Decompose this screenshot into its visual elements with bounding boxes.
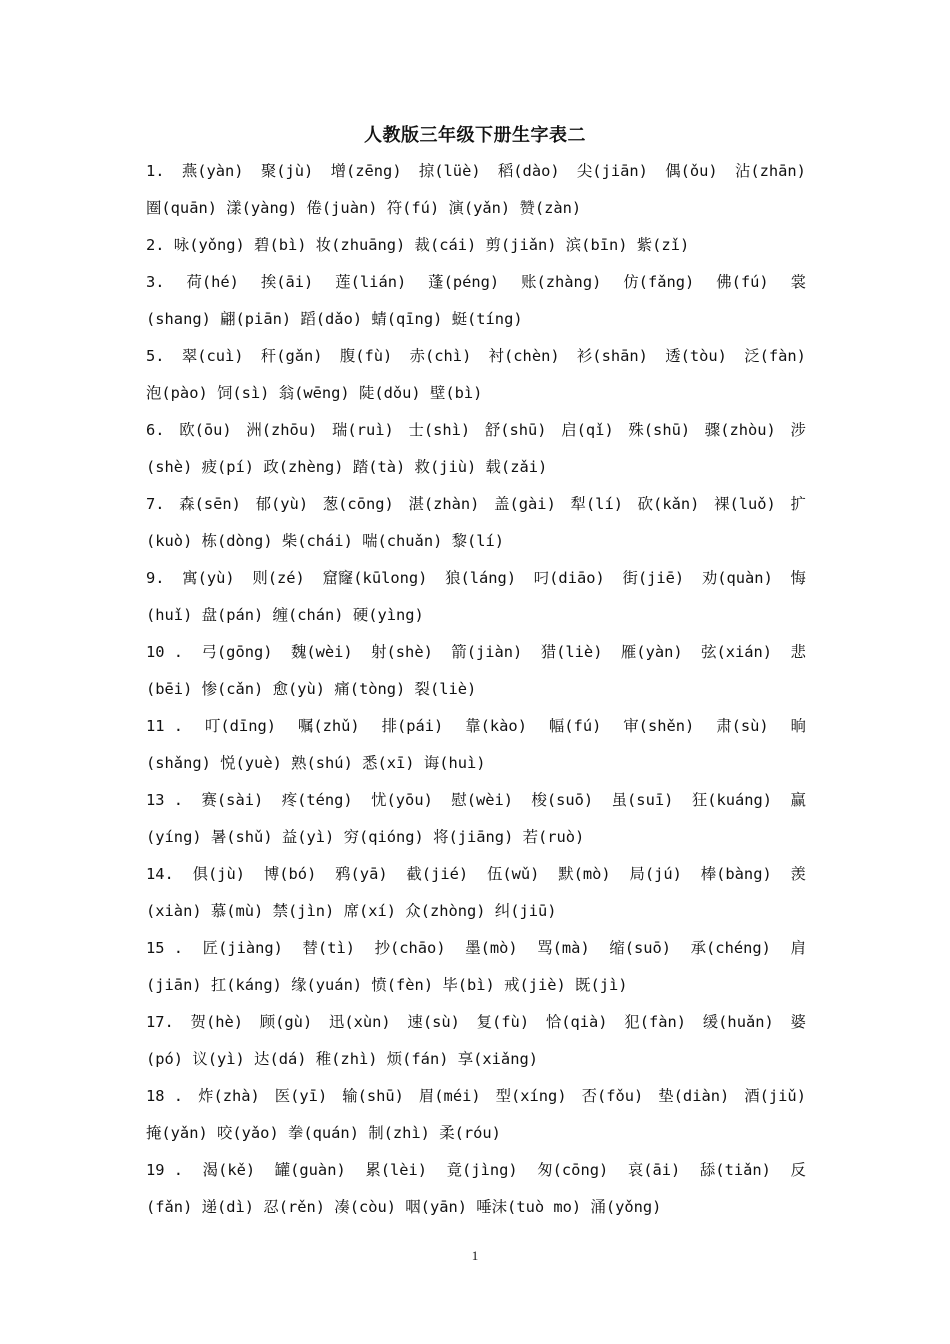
vocab-word: 垫(diàn) xyxy=(658,1087,730,1105)
vocab-word: 狼(láng) xyxy=(445,569,517,587)
vocab-word: 否(fǒu) xyxy=(581,1087,644,1105)
vocab-word: 排(pái) xyxy=(381,717,444,735)
vocab-word: 舒(shū) xyxy=(484,421,547,439)
lesson-entry xyxy=(146,486,806,560)
vocab-word: 则(zé) xyxy=(252,569,305,587)
vocab-word: 嘱(zhǔ) xyxy=(297,717,360,735)
vocab-word: 赛(sài) xyxy=(201,791,264,809)
vocab-word: 燕(yàn) xyxy=(181,162,244,180)
lesson-line-continued: (yíng) 暑(shǔ) 益(yì) 穷(qióng) 将(jiāng) 若(ruò) xyxy=(146,828,585,846)
lesson-line-continued: (shǎng) 悦(yuè) 熟(shú) 悉(xī) 诲(huì) xyxy=(146,754,486,772)
vocab-word: 葱(cōng) xyxy=(322,495,394,513)
vocab-word: 赤(chì) xyxy=(409,347,472,365)
lesson-number: 7. xyxy=(146,495,165,513)
vocabulary-list xyxy=(146,153,806,1226)
lesson-line-continued: (fǎn) 递(dì) 忍(rěn) 凑(còu) 咽(yān) 唾沫(tuò mo) 涌(yǒng) xyxy=(146,1198,662,1216)
lesson-line xyxy=(146,412,806,449)
vocab-word: 默(mò) xyxy=(558,865,611,883)
vocab-word: 扩 xyxy=(790,495,806,513)
vocab-word: 涉 xyxy=(790,421,806,439)
vocab-word: 抄(chāo) xyxy=(374,939,446,957)
vocab-word: 瑞(ruì) xyxy=(332,421,394,439)
vocab-word: 启(qǐ) xyxy=(561,421,614,439)
lesson-line xyxy=(146,1078,806,1115)
lesson-line-continued: (pó) 议(yì) 达(dá) 稚(zhì) 烦(fán) 享(xiǎng) xyxy=(146,1050,538,1068)
lesson-entry xyxy=(146,560,806,634)
vocab-word: 翠(cuì) xyxy=(181,347,244,365)
lesson-line: 2. 咏(yǒng) 碧(bì) 妆(zhuāng) 裁(cái) 剪(jiǎn) 滨(bīn) 紫(zǐ) xyxy=(146,236,690,254)
lesson-line-continued: (xiàn) 慕(mù) 禁(jìn) 席(xí) 众(zhòng) 纠(jiū) xyxy=(146,902,557,920)
vocab-word: 梭(suō) xyxy=(531,791,594,809)
vocab-word: 衬(chèn) xyxy=(488,347,560,365)
lesson-line xyxy=(146,486,806,523)
vocab-word: 型(xíng) xyxy=(495,1087,567,1105)
vocab-word: 盖(gài) xyxy=(494,495,556,513)
vocab-word: 窟窿(kūlong) xyxy=(322,569,428,587)
vocab-word: 恰(qià) xyxy=(545,1013,608,1031)
lesson-line-continued: (shang) 翩(piān) 蹈(dǎo) 蜻(qīng) 蜓(tíng) xyxy=(146,310,523,328)
lesson-number: 17. xyxy=(146,1013,174,1031)
vocab-word: 射(shè) xyxy=(371,643,433,661)
vocab-word: 棒(bàng) xyxy=(700,865,772,883)
lesson-number: 6. xyxy=(146,421,165,439)
lesson-line xyxy=(146,1152,806,1189)
vocab-word: 审(shěn) xyxy=(623,717,695,735)
vocab-word: 郁(yù) xyxy=(255,495,309,513)
vocab-word: 眉(méi) xyxy=(418,1087,481,1105)
lesson-line-continued: 泡(pào) 饲(sì) 翁(wēng) 陡(dǒu) 壁(bì) xyxy=(146,384,483,402)
vocab-word: 局(jú) xyxy=(629,865,682,883)
lesson-entry xyxy=(146,708,806,782)
lesson-number: 15 . xyxy=(146,939,184,957)
vocab-word: 缓(huǎn) xyxy=(702,1013,774,1031)
lesson-number: 5. xyxy=(146,347,165,365)
vocab-word: 洲(zhōu) xyxy=(246,421,318,439)
vocab-word: 慰(wèi) xyxy=(451,791,514,809)
vocab-word: 婆 xyxy=(790,1013,806,1031)
lesson-number: 9. xyxy=(146,569,165,587)
vocab-word: 沾(zhān) xyxy=(734,162,806,180)
vocab-word: 匆(cōng) xyxy=(537,1161,609,1179)
vocab-word: 森(sēn) xyxy=(179,495,241,513)
lesson-line xyxy=(146,338,806,375)
vocab-word: 蓬(péng) xyxy=(428,273,500,291)
vocab-word: 稻(dào) xyxy=(497,162,560,180)
lesson-line xyxy=(146,264,806,301)
vocab-word: 街(jiē) xyxy=(622,569,685,587)
vocab-word: 叮(dīng) xyxy=(205,717,276,735)
vocab-word: 赢 xyxy=(790,791,806,809)
lesson-line-continued: (jiān) 扛(káng) 缘(yuán) 愤(fèn) 毕(bì) 戒(jiè) 既(jì) xyxy=(146,976,628,994)
vocab-word: 衫(shān) xyxy=(576,347,648,365)
lesson-line-continued: (kuò) 栋(dòng) 柴(chái) 喘(chuǎn) 黎(lí) xyxy=(146,532,505,550)
lesson-entry xyxy=(146,930,806,1004)
lesson-entry xyxy=(146,1152,806,1226)
lesson-number: 18 . xyxy=(146,1087,184,1105)
lesson-line-continued: 掩(yǎn) 咬(yǎo) 拳(quán) 制(zhì) 柔(róu) xyxy=(146,1124,501,1142)
vocab-word: 腹(fù) xyxy=(339,347,393,365)
lesson-entry xyxy=(146,227,806,264)
lesson-number: 13 . xyxy=(146,791,184,809)
vocab-word: 酒(jiǔ) xyxy=(744,1087,806,1105)
vocab-word: 悔 xyxy=(790,569,806,587)
vocab-word: 聚(jù) xyxy=(260,162,314,180)
vocab-word: 肃(sù) xyxy=(716,717,769,735)
vocab-word: 泛(fàn) xyxy=(744,347,806,365)
vocab-word: 替(tì) xyxy=(302,939,355,957)
lesson-number: 11 . xyxy=(146,717,184,735)
lesson-entry xyxy=(146,338,806,412)
vocab-word: 士(shì) xyxy=(408,421,471,439)
lesson-line xyxy=(146,1004,806,1041)
lesson-entry xyxy=(146,634,806,708)
vocab-word: 罐(guàn) xyxy=(274,1161,346,1179)
page-number: 1 xyxy=(471,1248,479,1263)
vocab-word: 箭(jiàn) xyxy=(451,643,523,661)
lesson-entry xyxy=(146,856,806,930)
vocab-word: 截(jié) xyxy=(406,865,469,883)
vocab-word: 莲(lián) xyxy=(335,273,407,291)
vocab-word: 偶(ǒu) xyxy=(665,162,718,180)
vocab-word: 猎(liè) xyxy=(540,643,603,661)
lesson-number: 1. xyxy=(146,162,165,180)
vocab-word: 贺(hè) xyxy=(190,1013,244,1031)
lesson-entry xyxy=(146,153,806,227)
vocab-word: 湛(zhàn) xyxy=(408,495,480,513)
lesson-number: 10 . xyxy=(146,643,184,661)
vocab-word: 鸦(yā) xyxy=(335,865,388,883)
vocab-word: 欧(ōu) xyxy=(179,421,232,439)
vocab-word: 狂(kuáng) xyxy=(691,791,773,809)
vocab-word: 殊(shū) xyxy=(628,421,691,439)
lesson-line xyxy=(146,153,806,190)
lesson-line xyxy=(146,930,806,967)
vocab-word: 承(chéng) xyxy=(690,939,771,957)
vocab-word: 俱(jù) xyxy=(192,865,246,883)
vocab-word: 炸(zhà) xyxy=(198,1087,260,1105)
vocab-word: 雁(yàn) xyxy=(620,643,683,661)
vocab-word: 叼(diāo) xyxy=(533,569,605,587)
vocab-word: 骤(zhòu) xyxy=(704,421,776,439)
vocab-word: 挨(āi) xyxy=(260,273,314,291)
lesson-line-continued: (bēi) 惨(cǎn) 愈(yù) 痛(tòng) 裂(liè) xyxy=(146,680,477,698)
vocab-word: 输(shū) xyxy=(342,1087,404,1105)
vocab-word: 速(sù) xyxy=(407,1013,460,1031)
lesson-entry xyxy=(146,1004,806,1078)
vocab-word: 墨(mò) xyxy=(465,939,518,957)
lesson-entry xyxy=(146,412,806,486)
vocab-word: 弓(gōng) xyxy=(201,643,273,661)
vocab-word: 魏(wèi) xyxy=(290,643,353,661)
lesson-number: 19 . xyxy=(146,1161,184,1179)
vocab-word: 弦(xián) xyxy=(701,643,773,661)
vocab-word: 幅(fú) xyxy=(548,717,602,735)
vocab-word: 羡 xyxy=(790,865,806,883)
lesson-entry xyxy=(146,1078,806,1152)
lesson-line xyxy=(146,708,806,745)
vocab-word: 医(yī) xyxy=(274,1087,328,1105)
lesson-number: 14. xyxy=(146,865,174,883)
vocab-word: 裳 xyxy=(790,273,806,291)
vocab-word: 秆(gǎn) xyxy=(260,347,323,365)
vocab-word: 犯(fàn) xyxy=(624,1013,687,1031)
vocab-word: 靠(kào) xyxy=(465,717,527,735)
lesson-line xyxy=(146,856,806,893)
vocab-word: 疼(téng) xyxy=(281,791,353,809)
lesson-line-continued: (shè) 疲(pí) 政(zhèng) 踏(tà) 救(jiù) 载(zǎi) xyxy=(146,458,548,476)
vocab-word: 骂(mà) xyxy=(537,939,590,957)
vocab-word: 缩(suō) xyxy=(609,939,672,957)
vocab-word: 复(fù) xyxy=(476,1013,530,1031)
vocab-word: 忧(yōu) xyxy=(371,791,433,809)
vocab-word: 反 xyxy=(790,1161,806,1179)
vocab-word: 寓(yù) xyxy=(182,569,235,587)
vocab-word: 佛(fú) xyxy=(716,273,769,291)
lesson-line xyxy=(146,634,806,671)
lesson-number: 3. xyxy=(146,273,165,291)
lesson-line xyxy=(146,782,806,819)
vocab-word: 裸(luǒ) xyxy=(714,495,776,513)
vocab-word: 荷(hé) xyxy=(186,273,239,291)
vocab-word: 舔(tiǎn) xyxy=(699,1161,771,1179)
vocab-word: 尖(jiān) xyxy=(576,162,648,180)
vocab-word: 增(zēng) xyxy=(330,162,402,180)
lesson-entry xyxy=(146,264,806,338)
vocab-word: 透(tòu) xyxy=(665,347,727,365)
vocab-word: 砍(kǎn) xyxy=(637,495,700,513)
lesson-line-continued: (huǐ) 盘(pán) 缠(chán) 硬(yìng) xyxy=(146,606,424,624)
lesson-line xyxy=(146,560,806,597)
vocab-word: 肩 xyxy=(790,939,806,957)
lesson-line-continued: 圈(quān) 漾(yàng) 倦(juàn) 符(fú) 演(yǎn) 赞(zàn) xyxy=(146,199,582,217)
vocab-word: 匠(jiàng) xyxy=(202,939,283,957)
vocab-word: 迅(xùn) xyxy=(328,1013,391,1031)
vocab-word: 渴(kě) xyxy=(202,1161,256,1179)
vocab-word: 累(lèi) xyxy=(365,1161,428,1179)
page-title: 人教版三年级下册生字表二 xyxy=(364,125,586,146)
vocab-word: 掠(lüè) xyxy=(418,162,481,180)
vocab-word: 账(zhàng) xyxy=(521,273,602,291)
vocab-word: 顾(gù) xyxy=(259,1013,313,1031)
vocab-word: 虽(suī) xyxy=(611,791,674,809)
vocab-word: 博(bó) xyxy=(263,865,317,883)
vocab-word: 仿(fǎng) xyxy=(623,273,695,291)
lesson-entry xyxy=(146,782,806,856)
vocab-word: 竟(jìng) xyxy=(446,1161,518,1179)
vocab-word: 悲 xyxy=(790,643,806,661)
vocab-word: 劝(quàn) xyxy=(701,569,773,587)
vocab-word: 伍(wǔ) xyxy=(486,865,540,883)
vocab-word: 晌 xyxy=(790,717,806,735)
vocab-word: 哀(āi) xyxy=(627,1161,681,1179)
vocab-word: 犁(lí) xyxy=(570,495,623,513)
